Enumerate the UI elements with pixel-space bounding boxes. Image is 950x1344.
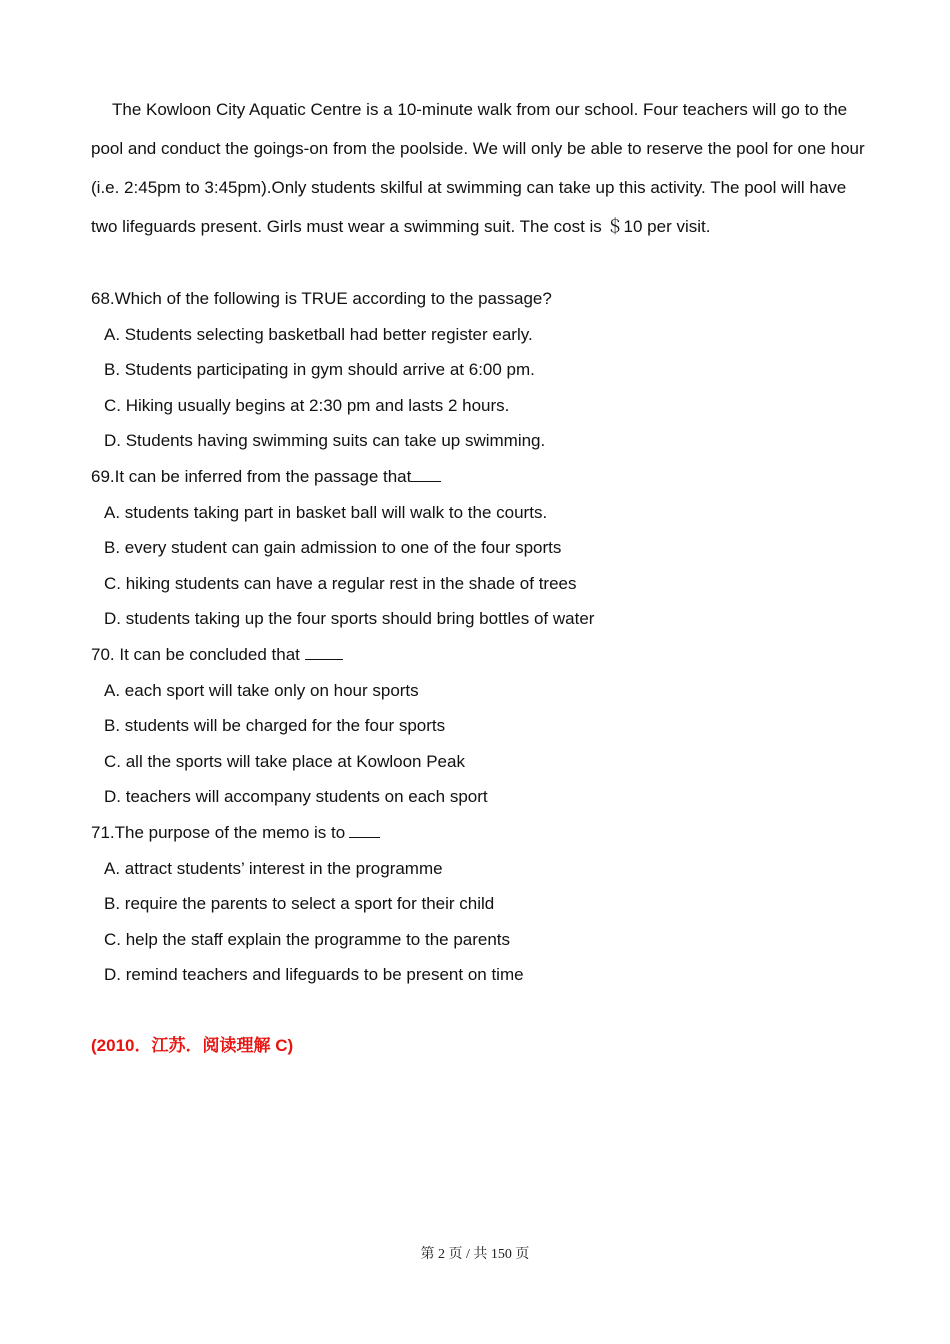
option-d: D. remind teachers and lifeguards to be present on time <box>104 965 524 985</box>
question-stem-row <box>91 637 866 673</box>
option-b: B. Students participating in gym should arrive at 6:00 pm. <box>104 360 535 380</box>
question-71 <box>91 815 866 993</box>
option-a: A. attract students’ interest in the programme <box>104 858 443 878</box>
option-b: B. require the parents to select a sport for their child <box>104 894 495 914</box>
question-69 <box>91 459 866 637</box>
answer-blank <box>305 645 343 660</box>
question-68 <box>91 281 866 459</box>
option-d: D. Students having swimming suits can take up swimming. <box>104 431 546 451</box>
option-c: C. hiking students can have a regular rest in the shade of trees <box>104 573 577 593</box>
option-a: A. each sport will take only on hour sports <box>104 680 419 700</box>
option-b: B. students will be charged for the four sports <box>104 716 446 736</box>
option-b: B. every student can gain admission to one of the four sports <box>104 538 562 558</box>
option-c: C. help the staff explain the programme to the parents <box>104 929 511 949</box>
question-stem: 68.Which of the following is TRUE according to the passage? <box>91 289 552 308</box>
source-label: (2010．江苏．阅读理解 C) <box>91 1036 294 1055</box>
page-footer: 第 2 页 / 共 150 页 <box>420 1247 530 1262</box>
answer-blank <box>349 823 380 838</box>
question-stem-row <box>91 815 866 851</box>
option-d: D. teachers will accompany students on each sport <box>104 787 488 807</box>
answer-blank <box>411 467 441 482</box>
option-a: A. students taking part in basket ball will walk to the courts. <box>104 502 548 522</box>
question-stem: 69.It can be inferred from the passage that <box>91 466 412 486</box>
option-d: D. students taking up the four sports should bring bottles of water <box>104 609 595 629</box>
question-stem: 71.The purpose of the memo is to <box>91 822 346 842</box>
question-list <box>91 281 866 993</box>
question-stem-row <box>91 459 866 495</box>
question-70 <box>91 637 866 815</box>
option-c: C. all the sports will take place at Kowloon Peak <box>104 751 465 771</box>
passage-paragraph: The Kowloon City Aquatic Centre is a 10-minute walk from our school. Four teachers will go to the pool and conduct the goings-on from the poolside. We will only be able to reserve the pool for one hour (i.e. 2:45pm to 3:45pm).Only students skilful at swimming can take up this activity. The pool will have two lifeguards present. Girls must wear a swimming suit. The cost is ＄10 per visit. <box>91 100 865 236</box>
question-stem: 70. It can be concluded that <box>91 644 300 664</box>
option-c: C. Hiking usually begins at 2:30 pm and lasts 2 hours. <box>104 395 510 415</box>
option-a: A. Students selecting basketball had better register early. <box>104 324 533 344</box>
